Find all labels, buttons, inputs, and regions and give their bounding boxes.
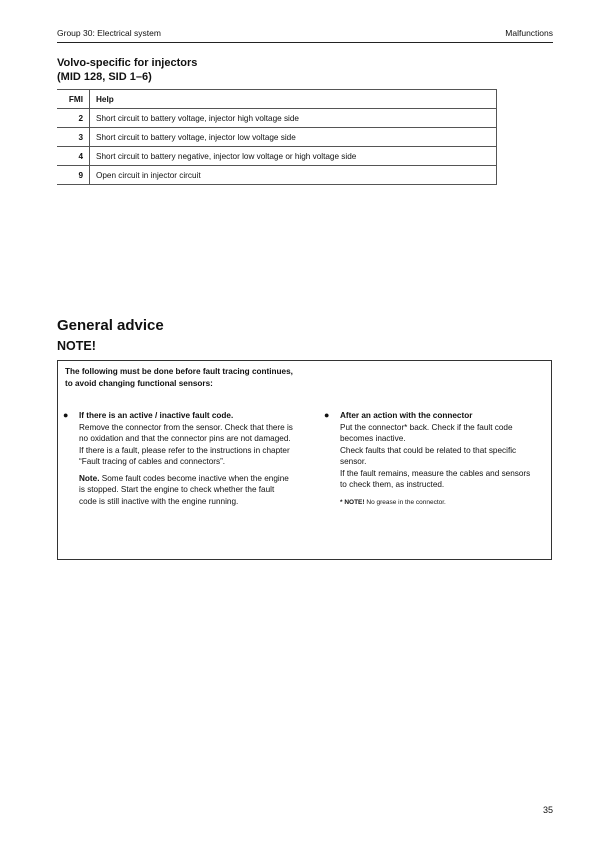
table-row — [57, 128, 497, 147]
footnote — [340, 497, 539, 509]
fmi-code: 4 — [57, 147, 90, 166]
fmi-code: 2 — [57, 109, 90, 128]
table-row — [57, 147, 497, 166]
header-group: Group 30: Electrical system — [57, 28, 161, 38]
fmi-code: 3 — [57, 128, 90, 147]
fmi-help: Short circuit to battery voltage, injector high voltage side — [90, 109, 497, 128]
note-heading: NOTE! — [57, 339, 96, 353]
header-divider — [57, 42, 553, 43]
section-title — [57, 56, 197, 84]
item-paragraph: Put the connector* back. Check if the fault code becomes inactive. — [340, 422, 513, 443]
bullet-icon: ● — [63, 410, 69, 420]
item-heading: If there is an active / inactive fault code. — [79, 411, 234, 420]
column-header-fmi: FMI — [57, 90, 90, 109]
general-advice-heading: General advice — [57, 317, 164, 334]
advice-right-column — [324, 410, 539, 508]
item-note — [79, 473, 293, 508]
item-paragraph: If there is a fault, please refer to the instructions in chapter “Fault tracing of cables and connectors”. — [79, 445, 290, 466]
fmi-code: 9 — [57, 166, 90, 185]
table-header-row — [57, 90, 497, 109]
section-title-line2: (MID 128, SID 1–6) — [57, 71, 152, 83]
note-text: Some fault codes become inactive when the engine is stopped. Start the engine to check whether the fault code is still inactive with the engine running. — [79, 473, 289, 506]
table-row — [57, 109, 497, 128]
item-paragraph: Remove the connector from the sensor. Check that there is no oxidation and that the connector pins are not damaged. — [79, 422, 293, 443]
advice-left-column — [63, 410, 293, 507]
item-heading: After an action with the connector — [340, 411, 473, 420]
fmi-help: Open circuit in injector circuit — [90, 166, 497, 185]
bullet-icon: ● — [324, 410, 330, 420]
item-paragraph: Check faults that could be related to that specific sensor. — [340, 445, 517, 466]
section-title-line1: Volvo-specific for injectors — [57, 57, 198, 69]
note-intro: The following must be done before fault tracing continues, to avoid changing functional sensors: — [65, 367, 293, 388]
table-row — [57, 166, 497, 185]
list-item — [324, 410, 539, 508]
footnote-text: No grease in the connector. — [364, 498, 446, 506]
header-section: Malfunctions — [505, 28, 553, 38]
column-header-help: Help — [90, 90, 497, 109]
fmi-table — [57, 89, 497, 185]
item-paragraph: If the fault remains, measure the cables and sensors to check them, as instructed. — [340, 468, 531, 489]
footnote-label: * NOTE! — [340, 498, 365, 506]
list-item — [63, 410, 293, 507]
note-label: Note. — [79, 473, 100, 483]
fmi-help: Short circuit to battery voltage, injector low voltage side — [90, 128, 497, 147]
fmi-help: Short circuit to battery negative, injector low voltage or high voltage side — [90, 147, 497, 166]
page-number: 35 — [542, 805, 553, 815]
